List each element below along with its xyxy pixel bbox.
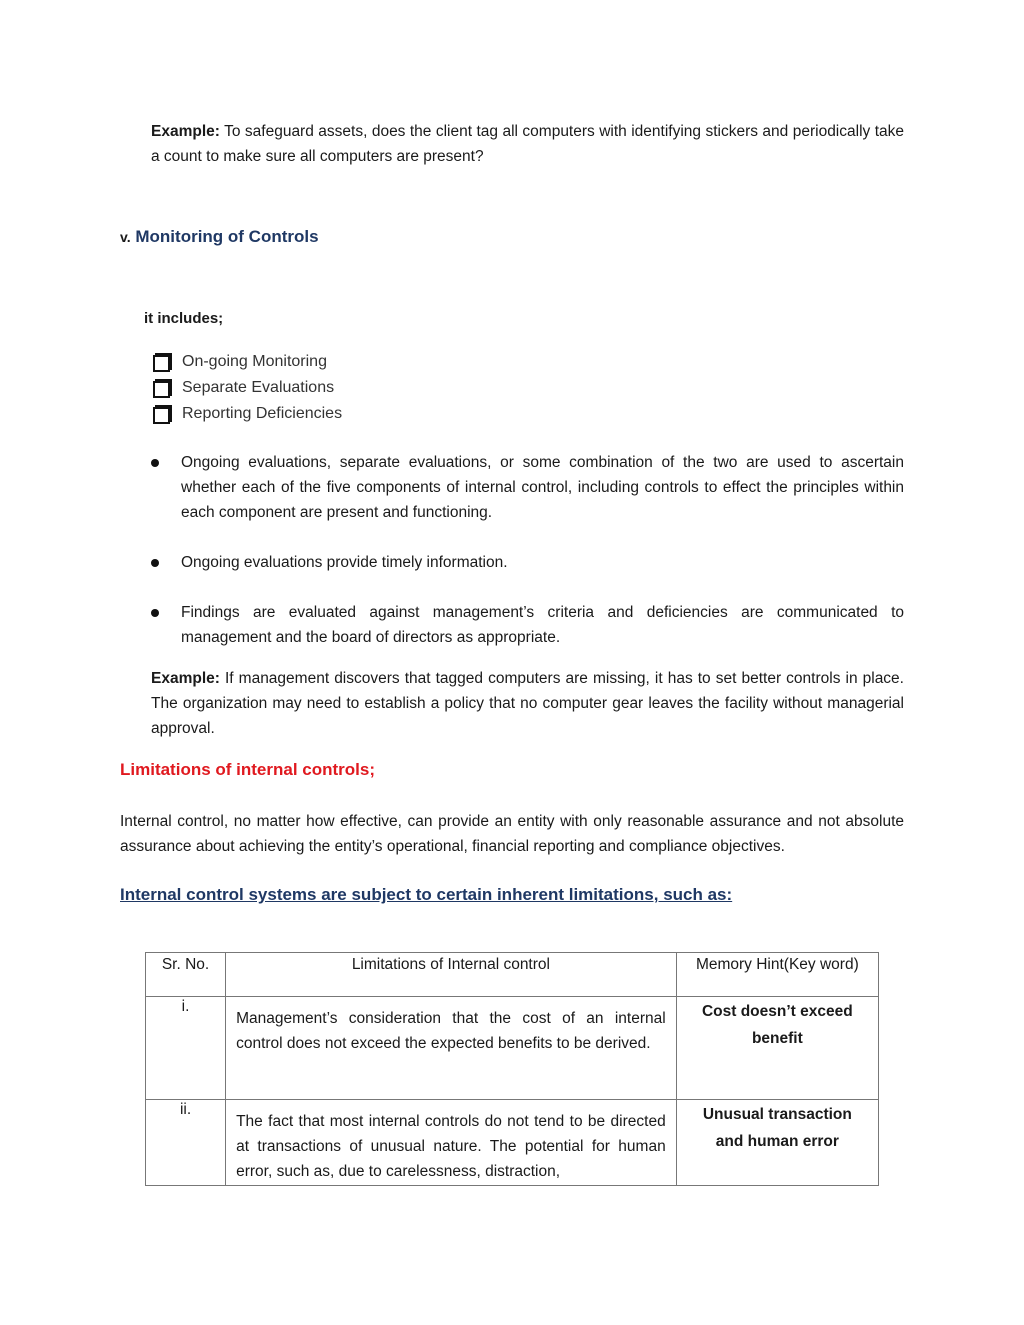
- hint-text: Unusual transaction and human error: [702, 1106, 852, 1150]
- bullet-text: Ongoing evaluations, separate evaluations, or some combination of the two are used to ascertain whether each of the five components of internal control, including controls to effect the principles within each component are present and functioning.: [181, 454, 904, 521]
- bullet-icon: [151, 459, 159, 467]
- section-title: Monitoring of Controls: [135, 227, 319, 246]
- list-item-label: Reporting Deficiencies: [182, 405, 343, 422]
- limitations-table: [145, 952, 879, 1186]
- example-paragraph-1: [151, 119, 904, 169]
- list-item-label: Separate Evaluations: [182, 379, 335, 396]
- limitation-text: Management’s consideration that the cost of an internal control does not exceed the expected benefits to be derived.: [236, 1010, 666, 1052]
- bullet-text: Findings are evaluated against management’s criteria and deficiencies are communicated to management and the board of directors as appropriate.: [181, 604, 904, 646]
- bullet-item: [151, 450, 904, 525]
- limitations-paragraph: Internal control, no matter how effective, can provide an entity with only reasonable assurance and not absolute assurance about achieving the entity’s operational, financial reporting and compliance objectives.: [120, 813, 904, 855]
- includes-label: it includes;: [144, 310, 224, 327]
- sr-cell: i.: [146, 997, 226, 1100]
- bullet-icon: [151, 559, 159, 567]
- subject-heading: Internal control systems are subject to certain inherent limitations, such as:: [120, 885, 733, 904]
- table-header-row: [146, 953, 879, 997]
- header-sr-no: Sr. No.: [146, 953, 226, 997]
- limitation-text: The fact that most internal controls do not tend to be directed at transactions of unusual nature. The potential for human error, such as, due to carelessness, distraction,: [236, 1113, 666, 1180]
- table-row: [146, 1100, 879, 1186]
- section-numeral: v.: [120, 229, 131, 245]
- example-text: To safeguard assets, does the client tag all computers with identifying stickers and periodically take a count to make sure all computers are present?: [151, 123, 904, 165]
- example-text: If management discovers that tagged computers are missing, it has to set better controls in place. The organization may need to establish a policy that no computer gear leaves the facility without managerial approval.: [151, 670, 904, 737]
- limitations-heading: Limitations of internal controls;: [120, 760, 376, 779]
- bullet-text: Ongoing evaluations provide timely information.: [181, 554, 508, 571]
- bullet-item: [151, 600, 904, 650]
- bullet-item: [151, 550, 904, 575]
- example-label: Example:: [151, 670, 220, 687]
- hint-cell: [676, 997, 878, 1100]
- box-icon: [153, 407, 170, 424]
- limitation-cell: [226, 1100, 677, 1186]
- limitation-cell: [226, 997, 677, 1100]
- list-item: [153, 349, 342, 375]
- hint-text: Cost doesn’t exceed benefit: [701, 1003, 853, 1047]
- header-memory-hint: Memory Hint(Key word): [676, 953, 878, 997]
- list-item-label: On-going Monitoring: [182, 353, 327, 370]
- sr-cell: ii.: [146, 1100, 226, 1186]
- section-heading-monitoring: [120, 227, 319, 247]
- list-item: [153, 375, 342, 401]
- table-row: [146, 997, 879, 1100]
- box-icon: [153, 355, 170, 372]
- example-label: Example:: [151, 123, 220, 140]
- header-limitations: Limitations of Internal control: [226, 953, 677, 997]
- list-item: [153, 401, 342, 427]
- box-icon: [153, 381, 170, 398]
- hint-cell: [676, 1100, 878, 1186]
- includes-list: [153, 349, 342, 427]
- example-paragraph-2: [151, 666, 904, 741]
- bullet-icon: [151, 609, 159, 617]
